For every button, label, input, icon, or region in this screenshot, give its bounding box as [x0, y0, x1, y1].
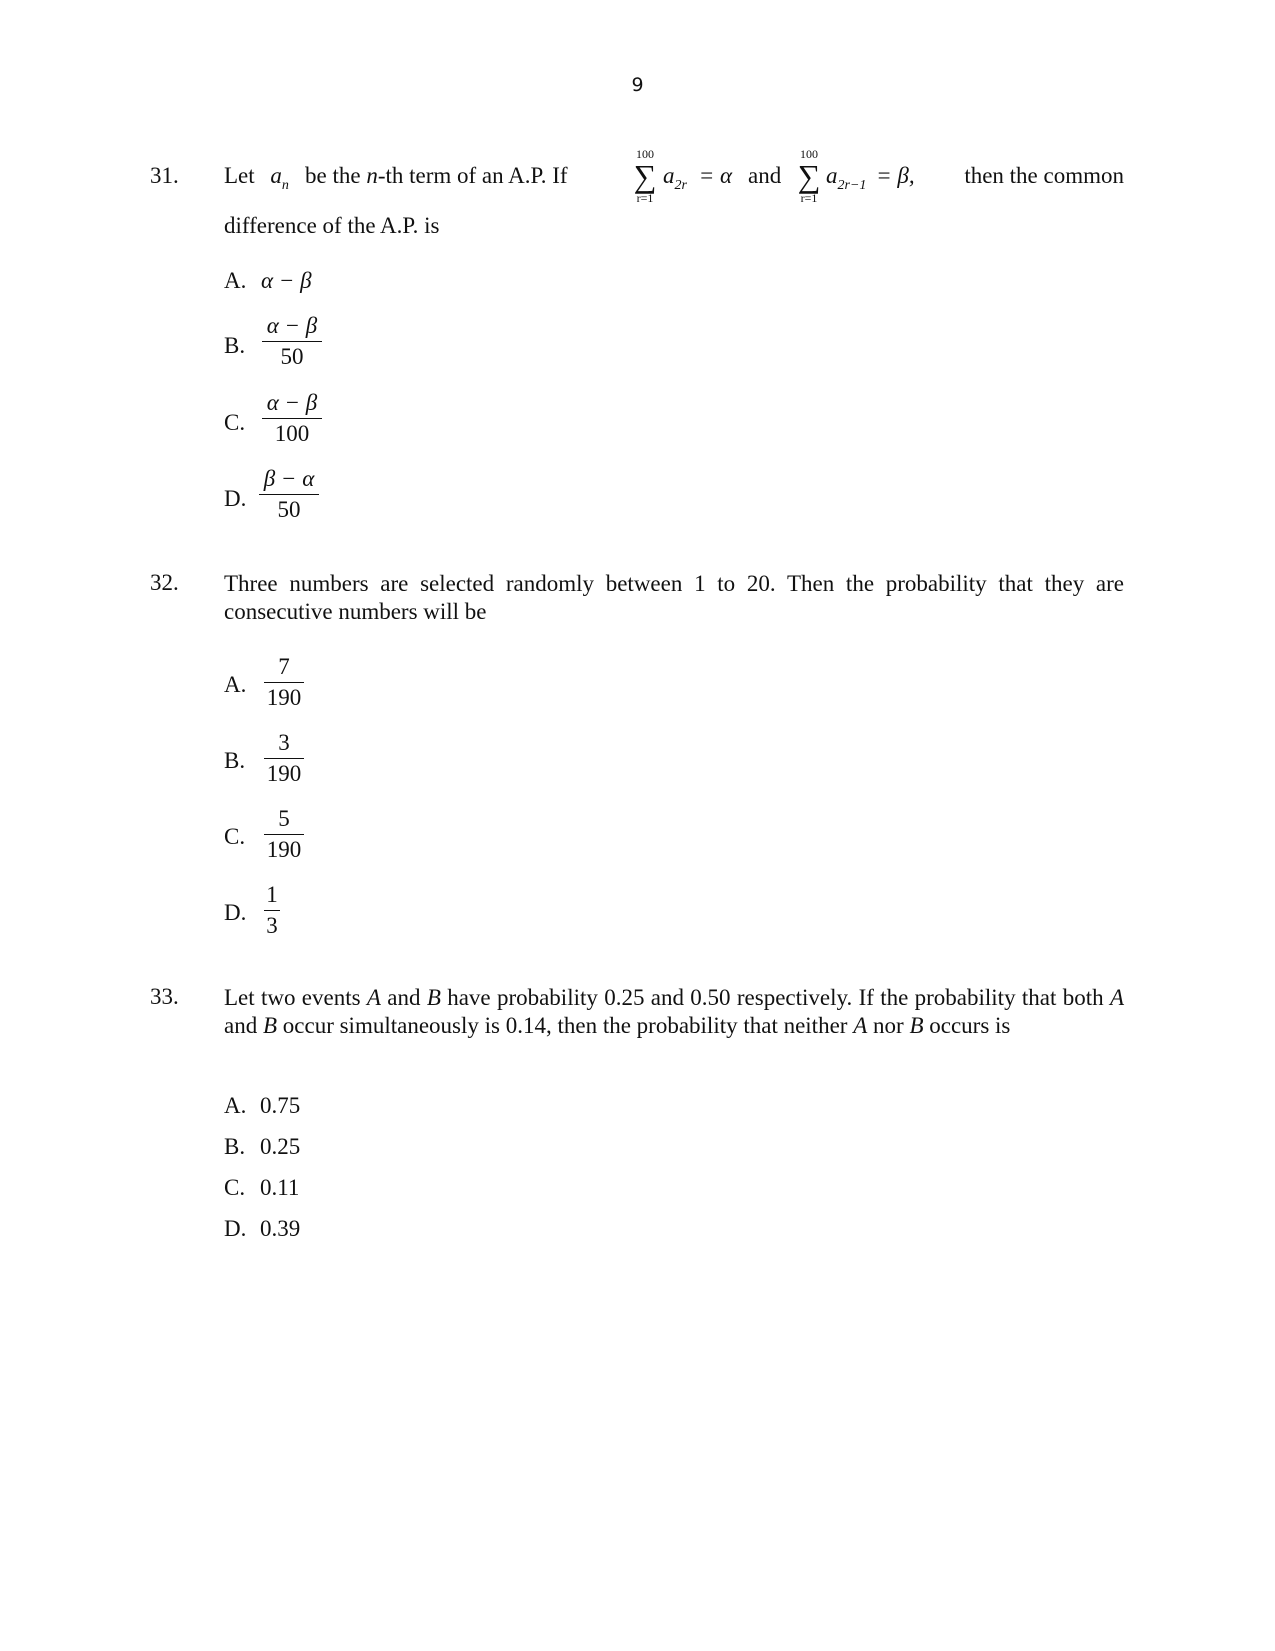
- summation-1: [630, 147, 660, 205]
- option-label: A.: [224, 268, 247, 293]
- option-label: D.: [224, 486, 247, 511]
- sum-lower-limit: r=1: [636, 191, 654, 205]
- math-variable: a: [826, 163, 838, 188]
- option-value: α − β: [261, 268, 312, 293]
- fraction-denominator: 190: [266, 761, 302, 786]
- sum1-expression: [663, 163, 733, 193]
- math-variable: a: [663, 163, 675, 188]
- math-subscript: 2r−1: [837, 178, 867, 193]
- math-subscript: n: [281, 178, 289, 193]
- stem-text: and: [380, 985, 427, 1010]
- question-number: 31.: [150, 163, 179, 188]
- stem-text: -th term of an A.P. If: [377, 163, 568, 188]
- question-number: 33.: [150, 984, 179, 1009]
- math-equation: = β,: [876, 163, 915, 188]
- stem-text: occurs is: [923, 1013, 1011, 1038]
- event-a: A: [1109, 985, 1124, 1010]
- fraction-denominator: 100: [274, 421, 310, 446]
- event-a: A: [853, 1013, 868, 1038]
- option-value: 0.75: [260, 1093, 301, 1118]
- fraction: [264, 804, 304, 865]
- option-label: C.: [224, 410, 246, 435]
- sigma-icon: ∑: [797, 158, 821, 194]
- option-label: B.: [224, 333, 246, 358]
- option-value: 0.25: [260, 1134, 301, 1159]
- fraction-numerator: 7: [278, 654, 290, 679]
- stem-text: be the: [305, 163, 361, 188]
- stem-text: then the common: [964, 163, 1124, 188]
- option-label: B.: [224, 748, 246, 773]
- summation-2: [794, 147, 824, 205]
- question-number: 32.: [150, 570, 179, 595]
- option-label: A.: [224, 672, 247, 697]
- stem-text: and: [748, 163, 782, 188]
- sum2-expression: [826, 163, 915, 193]
- event-b: B: [262, 1013, 278, 1038]
- fraction-denominator: 190: [266, 685, 302, 710]
- option-label: D.: [224, 1216, 247, 1241]
- stem-text: have probability 0.25 and 0.50 respectively. If the probability that both: [440, 985, 1110, 1010]
- option-label: C.: [224, 824, 246, 849]
- option-label: C.: [224, 1175, 246, 1200]
- fraction-denominator: 190: [266, 837, 302, 862]
- stem-text: Let: [224, 163, 255, 188]
- sum-upper-limit: 100: [800, 147, 818, 161]
- fraction: [264, 728, 304, 789]
- event-b: B: [909, 1013, 924, 1038]
- stem-text: occur simultaneously is 0.14, then the probability that neither: [277, 1013, 854, 1038]
- option-value: 0.39: [260, 1216, 301, 1241]
- math-variable: a: [270, 163, 282, 188]
- stem-text: and: [224, 1013, 263, 1038]
- fraction-numerator: 3: [278, 730, 290, 755]
- stem-text-segment: [305, 163, 568, 189]
- fraction: [262, 388, 322, 449]
- question-33-stem: [224, 984, 1124, 1040]
- option-label: A.: [224, 1093, 247, 1118]
- fraction-denominator: 3: [266, 913, 278, 938]
- fraction: [262, 311, 322, 372]
- option-label: B.: [224, 1134, 246, 1159]
- fraction-numerator: α − β: [266, 313, 318, 338]
- option-label: D.: [224, 900, 247, 925]
- fraction: [259, 464, 319, 525]
- fraction-numerator: α − β: [266, 390, 318, 415]
- fraction: [264, 652, 304, 713]
- page-number: 9: [631, 74, 644, 96]
- math-equation: = α: [698, 163, 733, 188]
- stem-text-line2: difference of the A.P. is: [224, 213, 440, 238]
- sum-upper-limit: 100: [636, 147, 654, 161]
- math-subscript: 2r: [674, 178, 687, 193]
- question-31-stem-line1: [224, 163, 289, 193]
- stem-text: Let two events: [224, 985, 367, 1010]
- stem-text: nor: [867, 1013, 910, 1038]
- question-32-stem: Three numbers are selected randomly between 1 to 20. Then the probability that they are consecutive numbers will be: [224, 571, 1124, 624]
- fraction-numerator: 5: [278, 806, 290, 831]
- sum-lower-limit: r=1: [800, 191, 818, 205]
- sigma-icon: ∑: [633, 158, 657, 194]
- fraction: [264, 880, 280, 941]
- math-variable: n: [366, 163, 378, 188]
- option-value: 0.11: [260, 1175, 300, 1200]
- event-a: A: [366, 985, 381, 1010]
- fraction-numerator: β − α: [263, 466, 315, 491]
- fraction-denominator: 50: [280, 344, 304, 369]
- fraction-denominator: 50: [277, 497, 301, 522]
- event-b: B: [426, 985, 441, 1010]
- fraction-numerator: 1: [266, 882, 278, 907]
